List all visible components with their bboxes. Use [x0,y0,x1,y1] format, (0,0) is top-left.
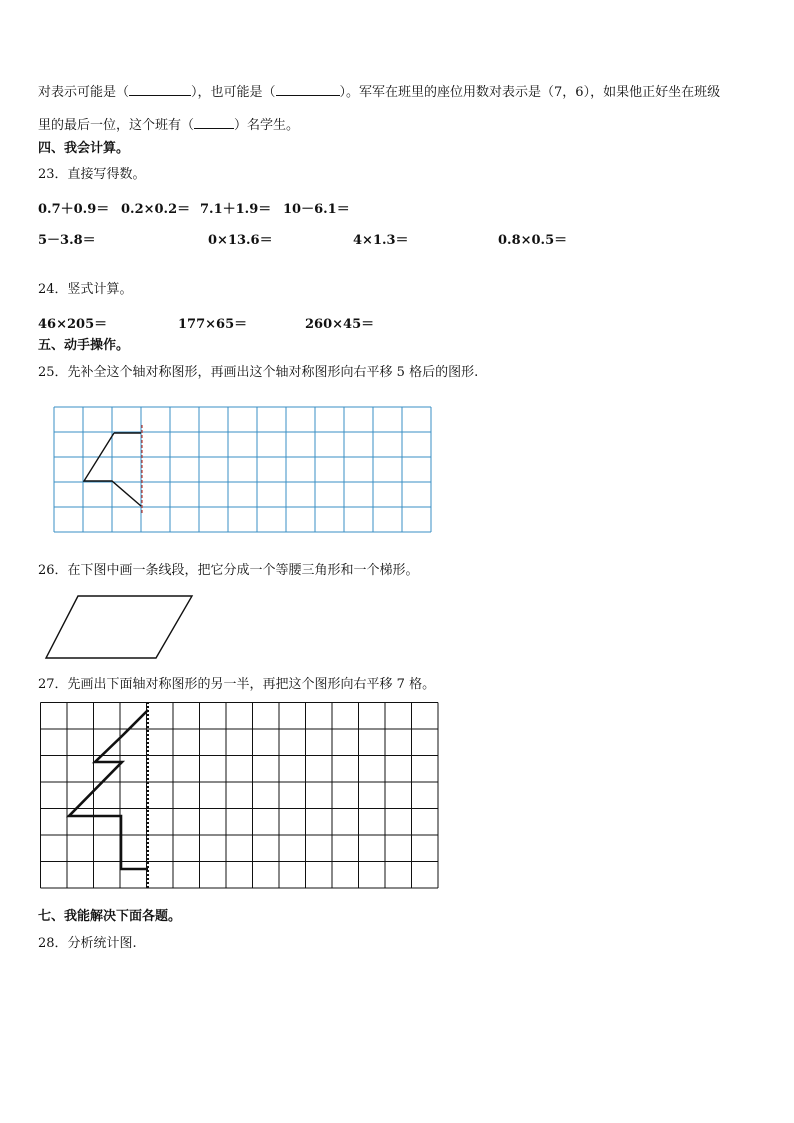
q25-grid-figure[interactable] [54,405,434,531]
q23-item-3: 7.1＋1.9＝ [200,202,272,217]
q26-parallelogram-figure[interactable] [44,594,204,662]
parallelogram [46,596,192,658]
q27-grid-lines [41,703,439,889]
q22-text-a: 对表示可能是（ [38,85,130,100]
q23-item-4: 10－6.1＝ [283,202,350,217]
q27-half-shape [69,710,148,869]
q24-item-1: 46×205＝ [38,317,108,332]
q23-item-7: 4×1.3＝ [353,233,409,248]
q28-label: 28．分析统计图. [38,936,137,951]
section-4-title: 四、我会计算。 [38,141,130,156]
q26-label: 26．在下图中画一条线段，把它分成一个等腰三角形和一个梯形。 [38,563,419,578]
answer-blank-2[interactable] [276,82,340,96]
q24-item-3: 260×45＝ [305,317,375,332]
q23-label: 23．直接写得数。 [38,167,146,182]
q25-grid-lines [54,407,431,532]
q23-item-1: 0.7＋0.9＝ [38,202,110,217]
q22-text-c: ）。军军在班里的座位用数对表示是（7，6），如果他正好坐在班级 [339,85,721,100]
q22-text-e: ）名学生。 [234,118,300,133]
q23-item-6: 0×13.6＝ [208,233,273,248]
answer-blank-3[interactable] [194,115,234,129]
q23-item-8: 0.8×0.5＝ [498,233,568,248]
q22-line-2 [38,115,299,135]
section-7-title: 七、我能解决下面各题。 [38,909,182,924]
q22-text-d: 里的最后一位，这个班有（ [38,118,195,133]
section-5-title: 五、动手操作。 [38,338,130,353]
q27-grid-figure[interactable] [40,702,440,890]
q27-label: 27．先画出下面轴对称图形的另一半，再把这个图形向右平移 7 格。 [38,677,436,692]
q24-label: 24．竖式计算。 [38,282,133,297]
q24-item-2: 177×65＝ [178,317,248,332]
q23-item-2: 0.2×0.2＝ [121,202,191,217]
q22-text-b: ），也可能是（ [191,85,276,100]
q23-item-5: 5－3.8＝ [38,233,96,248]
q25-label: 25．先补全这个轴对称图形，再画出这个轴对称图形向右平移 5 格后的图形. [38,365,479,380]
answer-blank-1[interactable] [129,82,191,96]
q22-line-1 [38,82,720,102]
